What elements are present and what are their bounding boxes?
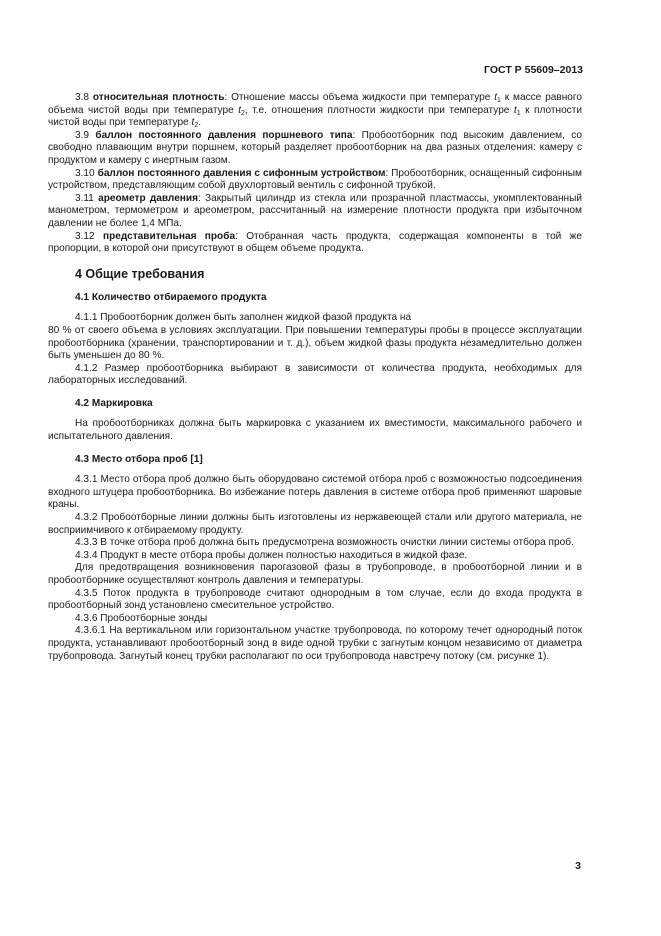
subsection-title-4-2: 4.2 Маркировка xyxy=(75,397,153,409)
paragraph-4-2: На пробоотборниках должна быть маркировка с указанием их вместимости, максимального рабочего и испытательного давления. xyxy=(48,418,582,443)
variable-t: t xyxy=(494,92,498,103)
definition-text: . xyxy=(198,117,202,129)
subscript: 1 xyxy=(497,97,501,104)
definition-number: 3.9 xyxy=(75,129,96,141)
paragraph-4-3-4: 4.3.4 Продукт в месте отбора пробы должен полностью находиться в жидкой фазе. xyxy=(75,549,468,561)
definition-number: 3.8 xyxy=(75,92,93,103)
paragraph-4-3-6: 4.3.6 Пробоотборные зонды xyxy=(75,612,208,624)
document-header: ГОСТ Р 55609–2013 xyxy=(484,64,583,76)
paragraph-4-3-1: 4.3.1 Место отбора проб должно быть оборудовано системой отбора проб с возможностью подсоединения входного штуцера пробоотборника. Во избежание потерь давления в системе отбора проб применяют шаровые краны. xyxy=(48,474,582,511)
variable-t: t xyxy=(513,104,517,116)
definition-3-12 xyxy=(48,231,582,256)
paragraph-4-3-6-1: 4.3.6.1 На вертикальном или горизонтальном участке трубопровода, по которому течет однородный поток продукта, устанавливают пробоотборный зонд в виде одной трубки с загнутым концом независимо от диаметра трубопровода. Загнутый конец трубки располагают по оси трубопровода навстречу потоку (см. рисунке 1). xyxy=(48,625,582,662)
section-title: 4 Общие требования xyxy=(75,266,205,281)
definition-term: баллон постоянного давления с сифонным устройством xyxy=(97,167,386,179)
definition-text: : Отношение массы объема жидкости при температуре xyxy=(224,92,495,103)
definition-text: , т.е. отношения плотности жидкости при температуре xyxy=(244,104,514,116)
definition-3-11 xyxy=(48,193,582,231)
definition-term: представительная проба xyxy=(102,230,236,242)
definition-term: относительная плотность xyxy=(92,92,225,103)
subscript: 2 xyxy=(241,109,245,117)
paragraph-4-1-1b: 80 % от своего объема в условиях эксплуатации. При повышении температуры пробы в процессе эксплуатации пробоотборника (хранении, транспортировании и т. д.), объем жидкой фазы продукта незамедлительно должен быть уменьшен до 80 %. xyxy=(48,324,582,362)
paragraph-4-1-1a: 4.1.1 Пробоотборник должен быть заполнен жидкой фазой продукта на xyxy=(75,312,412,324)
definition-number: 3.11 xyxy=(75,192,99,204)
document-body xyxy=(48,92,582,663)
definition-text: : Пробоотборник под высоким давлением, со свободно плавающим внутри поршнем, который разделяет пробоотборник на два разных отделения: камеру с продуктом и камеру с инертным газом. xyxy=(48,129,582,166)
definition-text: : Закрытый цилиндр из стекла или прозрачной пластмассы, укомплектованный манометром, термометром и ареометром, рассчитанный на измерение плотности продукта при избыточном давлении не более 1,4 МПа. xyxy=(48,192,582,229)
subsection-title-4-1: 4.1 Количество отбираемого продукта xyxy=(75,291,267,303)
paragraph-4-3-2: 4.3.2 Пробоотборные линии должны быть изготовлены из нержавеющей стали или другого материала, не восприимчивого к отбираемому продукту. xyxy=(48,512,582,536)
paragraph-4-3-4-note: Для предотвращения возникновения парогазовой фазы в трубопроводе, в пробоотборной линии и в пробоотборнике осуществляют контроль давления и температуры. xyxy=(48,562,582,586)
page-number: 3 xyxy=(575,860,581,872)
variable-t: t xyxy=(191,117,195,129)
definition-number: 3.12 xyxy=(75,230,103,242)
definition-3-10 xyxy=(48,168,582,193)
subscript: 2 xyxy=(194,122,199,130)
paragraph-4-3-5: 4.3.5 Поток продукта в трубопроводе считают однородным в том случае, если до входа продукта в пробоотборный зонд установлено смесительное устройство. xyxy=(48,587,582,612)
paragraph-4-3-3: 4.3.3 В точке отбора проб должна быть предусмотрена возможность очистки линии системы отбора проб. xyxy=(75,537,574,549)
definition-term: ареометр давления xyxy=(98,192,198,204)
definition-3-8 xyxy=(48,92,582,130)
definition-3-9 xyxy=(48,130,582,168)
definition-term: баллон постоянного давления поршневого типа xyxy=(95,129,353,141)
definition-text: : Отобранная часть продукта, содержащая компоненты в той же пропорции, в которой они присутствуют в общем объеме продукта. xyxy=(48,230,583,255)
subscript: 1 xyxy=(516,109,521,117)
subsection-title-4-3: 4.3 Место отбора проб [1] xyxy=(75,453,203,465)
definition-number: 3.10 xyxy=(75,167,98,179)
paragraph-4-1-2: 4.1.2 Размер пробоотборника выбирают в зависимости от количества продукта, необходимых для лабораторных исследований. xyxy=(48,362,582,387)
variable-t: t xyxy=(238,104,242,116)
definition-text: к плотности чистой воды при температуре xyxy=(48,104,582,129)
definition-text: к массе равного объема чистой воды при температуре xyxy=(48,92,582,116)
definition-text: : Пробоотборник, оснащенный сифонным устройством, представляющим собой двухлортовый вентиль с сифонной трубкой. xyxy=(48,167,582,192)
